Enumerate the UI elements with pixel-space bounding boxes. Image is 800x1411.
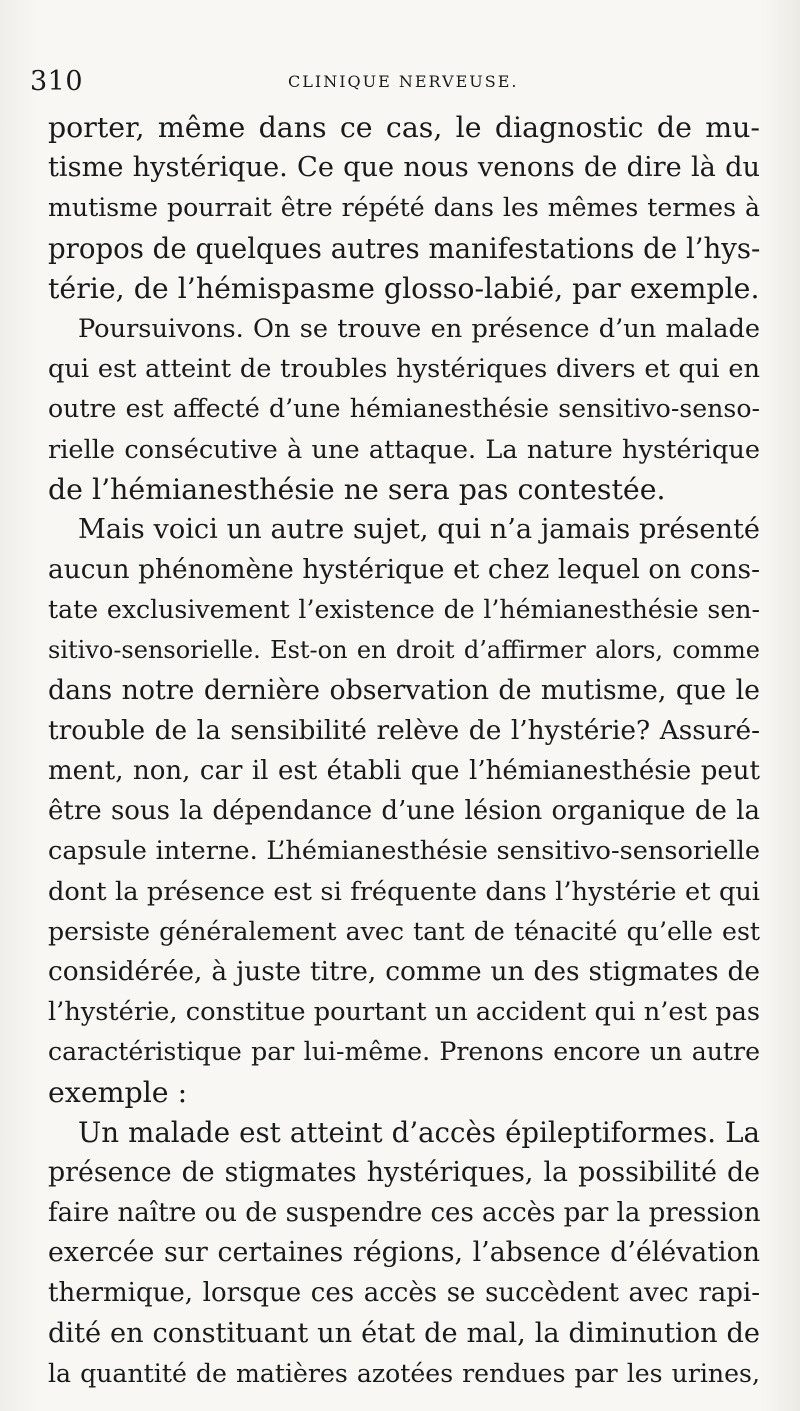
text-line: dité en constituant un état de mal, la diminution de — [48, 1317, 760, 1349]
text-line: porter, même dans ce cas, le diagnostic de mu- — [48, 111, 760, 144]
text-line: exemple : — [48, 1075, 188, 1109]
text-line: l’hystérie, constitue pourtant un accident qui n’est pas — [48, 997, 760, 1028]
text-line: être sous la dépendance d’une lésion organique de la — [48, 796, 760, 827]
text-line: sitivo-sensorielle. Est-on en droit d’affirmer alors, comme — [48, 636, 760, 665]
text-line: de l’hémianesthésie ne sera pas contestée. — [48, 472, 666, 506]
text-line: la quantité de matières azotées rendues par les urines, — [48, 1358, 760, 1388]
text-line: propos de quelques autres manifestations de l’hys- — [48, 231, 761, 265]
text-line: rielle consécutive à une attaque. La nature hystérique — [48, 434, 760, 465]
text-line: caractéristique par lui-même. Prenons encore un autre — [48, 1037, 760, 1067]
text-line: exercée sur certaines régions, l’absence d’élévation — [48, 1237, 760, 1269]
text-line: mutisme pourrait être répété dans les mêmes termes à — [48, 193, 760, 223]
text-line: Un malade est atteint d’accès épileptiformes. La — [78, 1115, 760, 1149]
text-line: thermique, lorsque ces accès se succèdent avec rapi- — [48, 1278, 760, 1309]
running-head — [30, 66, 770, 102]
text-line: persiste généralement avec tant de ténacité qu’elle est — [48, 916, 760, 946]
text-line: tate exclusivement l’existence de l’hémianesthésie sen- — [48, 595, 760, 625]
body-text — [48, 108, 760, 1394]
text-line: faire naître ou de suspendre ces accès par la pression — [48, 1198, 761, 1229]
text-line: térie, de l’hémispasme glosso-labié, par exemple. — [48, 271, 760, 305]
text-line: dans notre dernière observation de mutisme, que le — [48, 674, 760, 706]
text-line: présence de stigmates hystériques, la possibilité de — [48, 1156, 760, 1188]
text-line: outre est affecté d’une hémianesthésie sensitivo-senso- — [48, 394, 760, 424]
text-line: Mais voici un autre sujet, qui n’a jamais présenté — [78, 513, 760, 545]
text-line: trouble de la sensibilité relève de l’hystérie? Assuré- — [48, 714, 760, 746]
text-line: ment, non, car il est établi que l’hémianesthésie peut — [48, 756, 760, 786]
text-line: capsule interne. L’hémianesthésie sensitivo-sensorielle — [48, 836, 760, 867]
text-line: aucun phénomène hystérique et chez lequel on cons- — [48, 554, 760, 586]
running-title: CLINIQUE NERVEUSE. — [288, 72, 519, 91]
page-number: 310 — [30, 66, 84, 97]
text-line: qui est atteint de troubles hystériques divers et qui en — [48, 354, 760, 385]
text-line: considérée, à juste titre, comme un des stigmates de — [48, 955, 760, 987]
text-line: tisme hystérique. Ce que nous venons de dire là du — [48, 152, 760, 184]
text-line: dont la présence est si fréquente dans l’hystérie et qui — [48, 876, 760, 907]
text-line: Poursuivons. On se trouve en présence d’un malade — [78, 313, 760, 344]
